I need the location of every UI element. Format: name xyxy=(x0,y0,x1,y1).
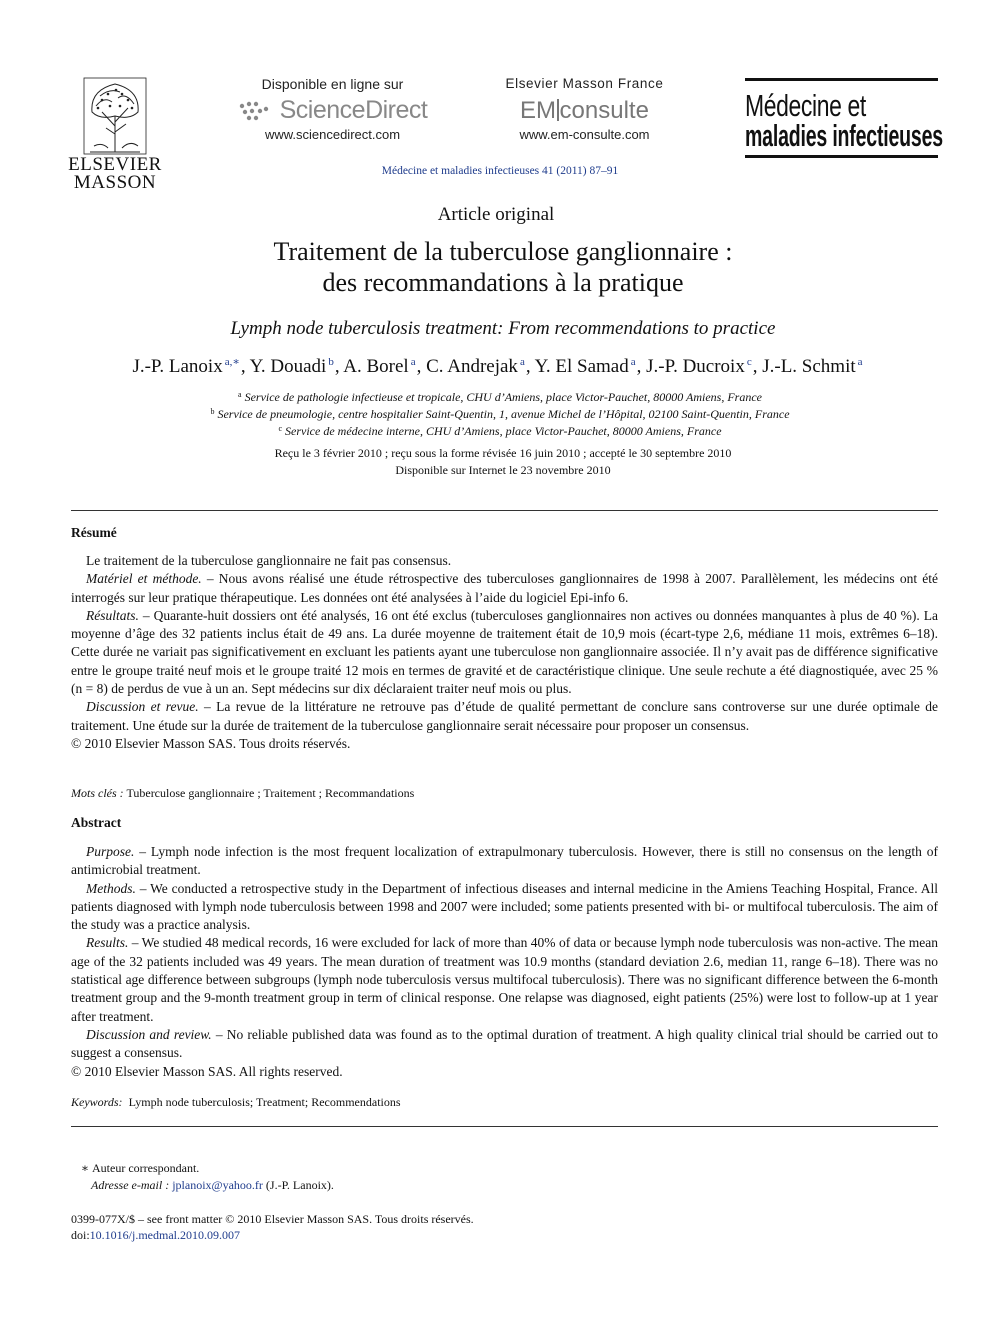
author-affiliation-link[interactable]: a xyxy=(630,356,636,368)
abstract-purpose-text: – Lymph node infection is the most frequent localization of extrapulmonary tuberculosis. However, there is still no consensus on the length of antimicrobial treatment. xyxy=(71,844,938,878)
article-title-english: Lymph node tuberculosis treatment: From recommendations to practice xyxy=(230,318,776,339)
divider xyxy=(71,510,938,511)
emconsulte-block[interactable] xyxy=(492,76,677,142)
divider xyxy=(71,1126,938,1127)
author-separator: , xyxy=(240,356,250,377)
author-affiliation-link[interactable]: b xyxy=(328,356,334,368)
footnote-star: ∗ xyxy=(80,1161,89,1175)
abstract-heading: Abstract xyxy=(71,815,122,830)
affiliation-mark: b xyxy=(210,407,215,416)
article-type: Article original xyxy=(437,204,555,225)
abstract-purpose-lead: Purpose. xyxy=(86,844,135,859)
article-title xyxy=(0,236,992,298)
author-list xyxy=(0,355,992,378)
journal-brand-rule-bottom xyxy=(745,155,938,158)
author-name: Y. El Samad xyxy=(534,356,629,377)
abstract-copyright: © 2010 Elsevier Masson SAS. All rights reserved. xyxy=(71,1063,343,1079)
resume-resultats-text: – Quarante-huit dossiers ont été analysés, 16 ont été exclus (tuberculoses ganglionnaires non actives ou données manquantes à plus de 40 %). La moyenne d’âge des 32 patients inclus était de 49 ans. La durée moyenne de traitement était de 10,9 mois (écart-type 2,6, médiane 11 mois, extrêmes 6–18). Cette durée ne variait pas significativement en excluant les patients ayant une tuberculose non ganglionnaire associée. Il n’y avait pas de différence significative entre le groupe traité neuf mois et le groupe traité 12 mois en termes de gravité et de caractéristique clinique. Une seule rechute a été diagnostiquée, avec 25 % (n = 8) de perdus de vue à un an. Sept médecins sur dix déclaraient traiter neuf mois ou plus. xyxy=(71,607,938,697)
received-dates: Reçu le 3 février 2010 ; reçu sous la forme révisée 16 juin 2010 ; accepté le 30 septembre 2010 xyxy=(274,446,732,460)
resume-copyright: © 2010 Elsevier Masson SAS. Tous droits réservés. xyxy=(71,735,351,751)
online-date: Disponible sur Internet le 23 novembre 2010 xyxy=(395,463,611,477)
author-name: C. Andrejak xyxy=(426,356,518,377)
doi-label: doi: xyxy=(71,1228,90,1242)
resume-resultats-lead: Résultats. xyxy=(86,607,139,623)
abstract-methods xyxy=(71,880,938,935)
article-title-line1: Traitement de la tuberculose ganglionnaire : xyxy=(273,237,733,266)
doi-link[interactable]: 10.1016/j.medmal.2010.09.007 xyxy=(89,1228,240,1242)
abstract-results-text: – We studied 48 medical records, 16 were excluded for lack of more than 40% of data or because lymph node tuberculosis was non-active. The mean age of the 32 patients included was 49 years. The mean duration of treatment was 10.9 months (standard deviation 2.6, median 11, range 6–18). There was no statistical age difference between subgroups (lymph node tuberculosis versus multifocal tuberculosis). There was no significant difference between the 6-month treatment group and the 9-month treatment group in term of clinical response. One relapse was diagnosed, eight patients (25%) were lost to follow-up at 1 year after treatment. xyxy=(71,935,938,1024)
resume-methode-lead: Matériel et méthode. xyxy=(86,571,202,587)
author-affiliation-link[interactable]: a xyxy=(857,356,863,368)
issn-line: 0399-077X/$ – see front matter © 2010 Elsevier Masson SAS. Tous droits réservés. xyxy=(71,1212,474,1226)
affiliation-c xyxy=(0,424,992,439)
elsevier-wordmark: ELSEVIER xyxy=(68,154,162,175)
author-separator: , xyxy=(416,356,427,377)
abstract-keywords xyxy=(71,1095,401,1110)
resume-discussion-lead: Discussion et revue. xyxy=(86,699,199,715)
sciencedirect-block[interactable] xyxy=(230,76,435,142)
resume-body xyxy=(71,552,938,753)
abstract-results-lead: Results. xyxy=(86,935,129,951)
journal-brand-line1: Médecine et xyxy=(745,88,866,123)
abstract-methods-text: – We conducted a retrospective study in the Department of infectious diseases and internal medicine in the Amiens Teaching Hospital, France. All patients diagnosed with lymph node tuberculosis between 1998 and 2007 were included; some patients presented with bi- or multifocal tuberculosis. The aim of the study was a practice analysis. xyxy=(71,880,938,933)
affiliation-text: Service de pathologie infectieuse et tropicale, CHU d’Amiens, place Victor-Pauchet, 80000 Amiens, France xyxy=(244,390,762,404)
emconsulte-url[interactable]: www.em-consulte.com xyxy=(519,127,650,142)
author-separator: , xyxy=(525,356,535,377)
footnote-author-line xyxy=(71,1160,334,1177)
author-email-link[interactable]: jplanoix@yahoo.fr xyxy=(172,1178,263,1192)
resume-keywords xyxy=(71,786,414,801)
author-name: Y. Douadi xyxy=(249,356,327,377)
footnote-email-line xyxy=(71,1177,334,1194)
author-name: J.-P. Ducroix xyxy=(646,356,745,377)
abstract-results xyxy=(71,934,938,1025)
author-name: A. Borel xyxy=(343,356,409,377)
emconsulte-separator xyxy=(557,99,559,121)
emconsulte-logo xyxy=(492,97,677,125)
abstract-keywords-text: Lymph node tuberculosis; Treatment; Recommendations xyxy=(128,1095,401,1109)
emconsulte-publisher-label: Elsevier Masson France xyxy=(505,76,664,91)
resume-keywords-label: Mots clés : xyxy=(71,786,124,800)
article-title-line2: des recommandations à la pratique xyxy=(322,268,684,297)
abstract-discussion xyxy=(71,1026,938,1063)
footnote-email-suffix: (J.-P. Lanoix). xyxy=(262,1178,334,1192)
affiliation-b xyxy=(0,407,992,422)
sciencedirect-dots-icon xyxy=(238,100,274,122)
abstract-keywords-label: Keywords: xyxy=(71,1095,123,1109)
journal-citation-link[interactable]: Médecine et maladies infectieuses 41 (2011) 87–91 xyxy=(381,165,619,177)
author-separator: , xyxy=(334,356,344,377)
affiliation-mark: c xyxy=(278,424,283,433)
author-name: J.-P. Lanoix xyxy=(132,356,223,377)
sciencedirect-logo xyxy=(230,96,435,125)
footnote-author-text: Auteur correspondant. xyxy=(92,1161,200,1175)
footnote-email-label: Adresse e-mail : xyxy=(91,1178,170,1192)
affiliation-text: Service de médecine interne, CHU d’Amiens, place Victor-Pauchet, 80000 Amiens, France xyxy=(285,424,722,438)
emconsulte-em: EM xyxy=(520,97,557,124)
elsevier-masson-logo xyxy=(66,76,164,192)
abstract-purpose xyxy=(71,843,938,880)
resume-discussion xyxy=(71,698,938,735)
journal-brand-line2: maladies infectieuses xyxy=(745,118,943,153)
elsevier-tree-icon xyxy=(82,76,148,156)
author-affiliation-link[interactable]: a xyxy=(519,356,525,368)
page-footer xyxy=(71,1211,474,1243)
emconsulte-consulte: consulte xyxy=(559,97,649,124)
author-affiliation-link[interactable]: a,∗ xyxy=(224,356,240,368)
affiliation-mark: a xyxy=(238,390,242,399)
sciencedirect-availability-label: Disponible en ligne sur xyxy=(261,76,404,92)
journal-brand-logo xyxy=(745,78,943,158)
abstract-methods-lead: Methods. xyxy=(86,880,136,896)
resume-methode-text: – Nous avons réalisé une étude rétrospective des tuberculoses ganglionnaires de 1998 à 2007. Parallèlement, les médecins ont été interrogés sur leur pratique thérapeutique. Les données ont été analysées à l’aide du logiciel Epi-info 6. xyxy=(71,571,938,605)
affiliation-a xyxy=(0,390,992,405)
resume-resultats xyxy=(71,607,938,698)
corresponding-author-footnote xyxy=(71,1160,334,1194)
author-affiliation-link[interactable]: a xyxy=(410,356,416,368)
resume-intro: Le traitement de la tuberculose ganglionnaire ne fait pas consensus. xyxy=(86,553,452,568)
resume-discussion-text: – La revue de la littérature ne retrouve pas d’étude de qualité permettant de conclure sans controverse sur une durée optimale de traitement. Une étude sur la durée de traitement de la tuberculose ganglionnaire serait nécessaire pour proposer un consensus. xyxy=(71,699,938,733)
author-affiliation-link[interactable]: c xyxy=(746,356,752,368)
author-separator: , xyxy=(752,356,763,377)
masson-wordmark: MASSON xyxy=(73,172,157,193)
resume-methode xyxy=(71,570,938,607)
resume-keywords-text: Tuberculose ganglionnaire ; Traitement ; Recommandations xyxy=(126,786,415,800)
author-name: J.-L. Schmit xyxy=(762,356,856,377)
abstract-body xyxy=(71,843,938,1081)
sciencedirect-wordmark: ScienceDirect xyxy=(279,96,428,124)
abstract-discussion-text: – No reliable published data was found as to the optimal duration of treatment. A high quality clinical trial should be carried out to suggest a consensus. xyxy=(71,1026,938,1061)
journal-brand-rule-top xyxy=(745,78,938,81)
doi-line xyxy=(71,1227,474,1243)
sciencedirect-url[interactable]: www.sciencedirect.com xyxy=(264,127,401,142)
resume-heading: Résumé xyxy=(71,525,117,540)
affiliation-text: Service de pneumologie, centre hospitalier Saint-Quentin, 1, avenue Michel de l’Hôpital, 02100 Saint-Quentin, France xyxy=(217,407,790,421)
abstract-discussion-lead: Discussion and review. xyxy=(86,1026,212,1042)
author-separator: , xyxy=(636,356,647,377)
